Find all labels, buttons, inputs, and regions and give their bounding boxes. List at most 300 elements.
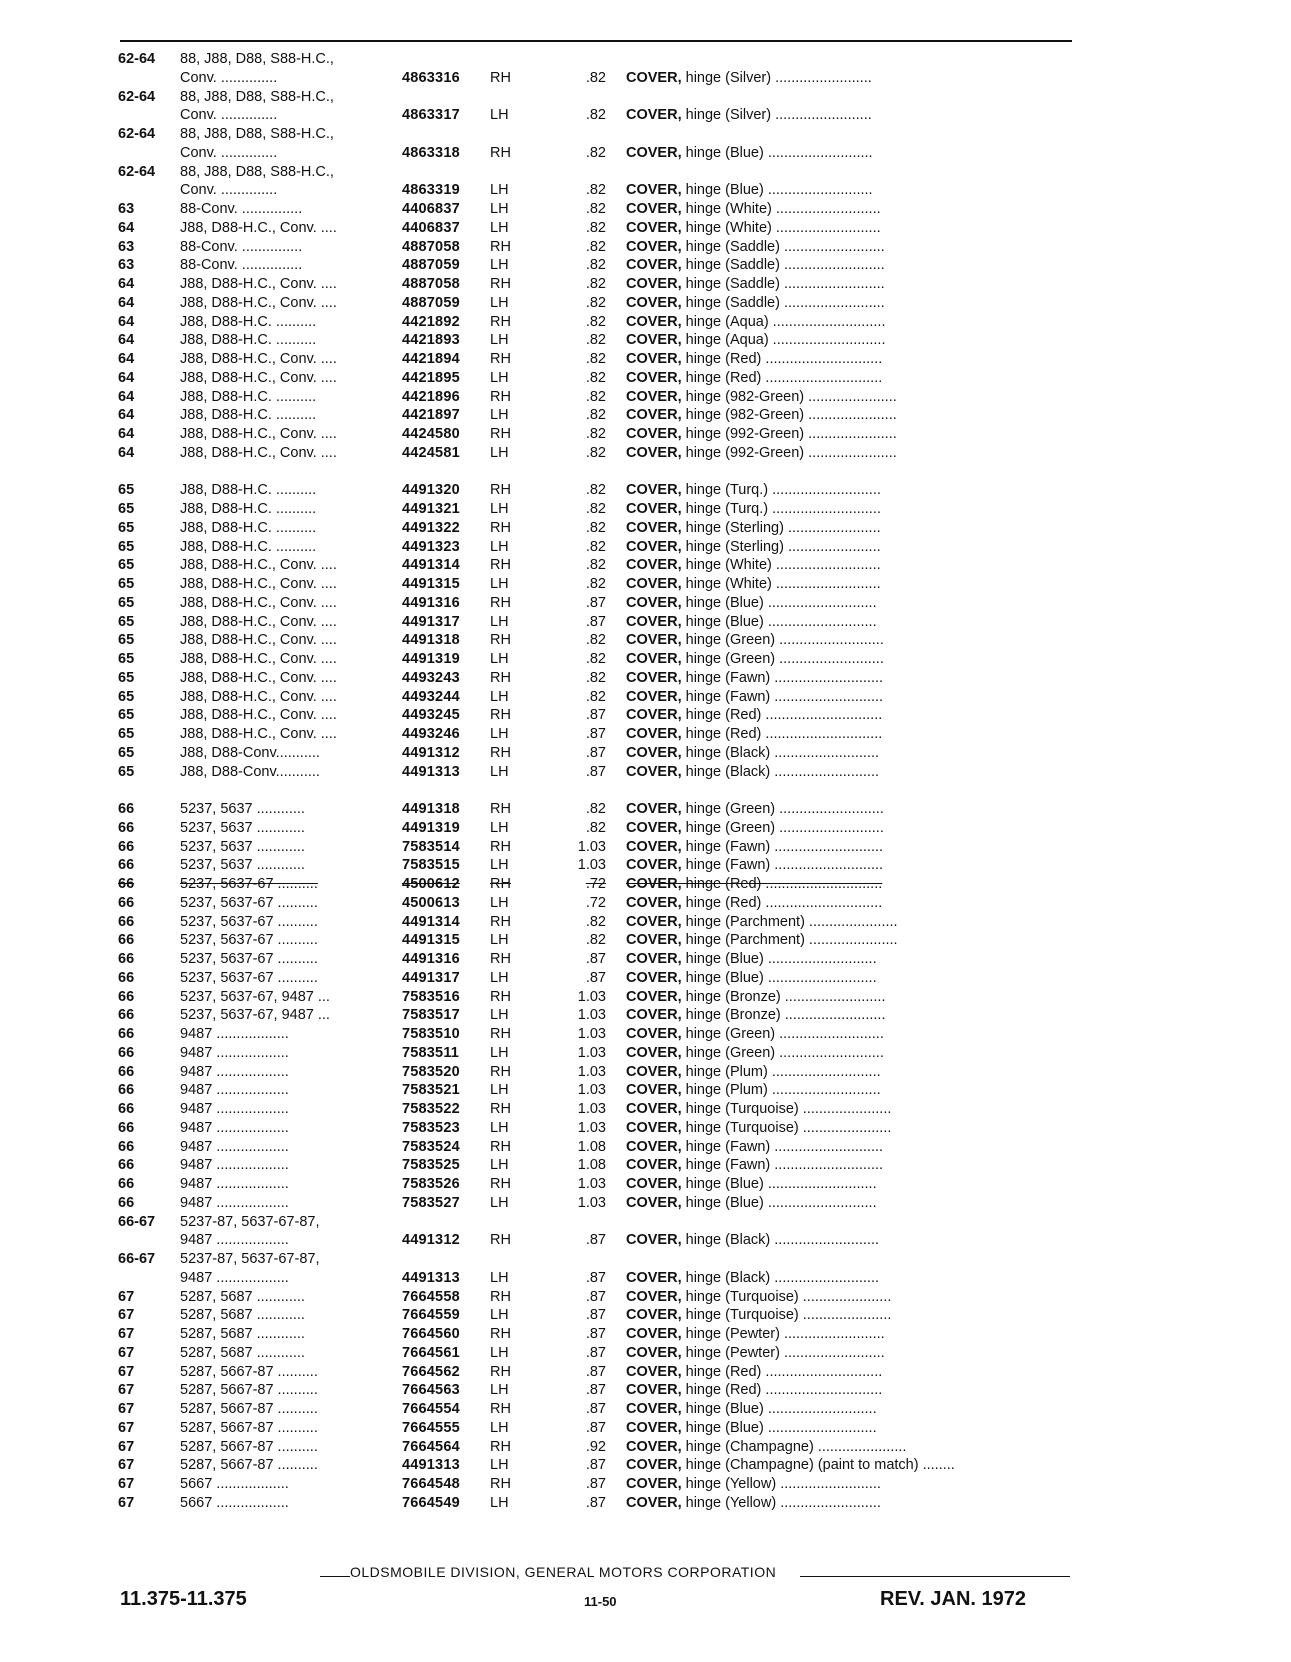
year-cell: 66 [118, 1063, 135, 1080]
model-cell: Conv. .............. [180, 182, 278, 199]
gap-cell [606, 1475, 626, 1494]
item-description: hinge (Red) ............................. [685, 726, 883, 742]
side-cell: LH [490, 1457, 509, 1474]
year-cell: 64 [118, 219, 135, 236]
description-cell [626, 106, 1076, 125]
year-cell: 64 [118, 369, 135, 386]
item-name: COVER, [626, 1176, 682, 1192]
description-cell [626, 1344, 1076, 1363]
model-cell: J88, D88-H.C., Conv. .... [180, 613, 337, 630]
item-description: hinge (Parchment) ...................... [685, 932, 898, 949]
description-cell [626, 369, 1076, 388]
model-cell: 5287, 5687 ............ [180, 1326, 305, 1342]
year-cell: 64 [118, 444, 135, 461]
price-cell: .82 [585, 801, 606, 817]
table-row [118, 50, 1076, 69]
price-cell: 1.03 [577, 1194, 606, 1211]
description-cell [626, 613, 1076, 632]
side-cell [490, 163, 540, 182]
gap-cell [606, 1419, 626, 1438]
description-cell [626, 1363, 1076, 1382]
item-description: hinge (992-Green) ...................... [685, 426, 897, 442]
side-cell: RH [490, 482, 511, 499]
year-cell: 65 [118, 576, 135, 592]
price-cell [540, 125, 606, 144]
part-number-cell: 7583522 [402, 1101, 460, 1117]
side-cell: RH [490, 388, 511, 405]
side-cell: LH [490, 1419, 509, 1436]
side-cell: LH [490, 407, 509, 424]
side-cell: RH [490, 632, 511, 649]
model-cell: 5287, 5687 ............ [180, 1344, 305, 1361]
item-name: COVER, [626, 1344, 682, 1361]
price-cell: 1.03 [577, 1119, 606, 1136]
part-number-cell: 4421896 [402, 388, 460, 405]
side-cell [490, 125, 540, 144]
gap-cell [606, 1044, 626, 1063]
item-name: COVER, [626, 1307, 682, 1324]
year-cell: 66 [118, 969, 135, 986]
item-name: COVER, [626, 388, 682, 405]
description-cell [626, 969, 1076, 988]
year-cell: 65 [118, 744, 135, 761]
model-cell: J88, D88-H.C. .......... [180, 407, 317, 424]
side-cell: RH [490, 238, 511, 255]
item-name: COVER, [626, 1157, 682, 1174]
price-cell: .72 [585, 876, 606, 892]
item-name: COVER, [626, 69, 682, 86]
part-number-cell: 4500612 [402, 876, 460, 892]
part-number-cell: 4863319 [402, 182, 460, 199]
price-cell: 1.03 [577, 857, 606, 874]
model-cell: 9487 .................. [180, 1082, 289, 1099]
item-description: hinge (Green) .......................... [685, 1044, 884, 1061]
item-description: hinge (982-Green) ...................... [685, 388, 897, 405]
item-name: COVER, [626, 576, 682, 592]
year-cell: 62-64 [118, 163, 156, 180]
item-name: COVER, [626, 1419, 682, 1436]
part-number-cell: 4863318 [402, 144, 460, 161]
price-cell: .87 [585, 1344, 606, 1361]
gap-cell [606, 425, 626, 444]
side-cell: LH [490, 1194, 509, 1211]
description-cell [626, 950, 1076, 969]
table-row [118, 1231, 1076, 1250]
year-cell: 65 [118, 538, 135, 555]
part-number-cell: 4421892 [402, 313, 460, 330]
model-cell: 5237, 5637-67 .......... [180, 951, 318, 967]
year-cell: 67 [118, 1382, 135, 1399]
item-description: hinge (Saddle) ......................... [685, 238, 885, 255]
part-number-cell: 4491314 [402, 557, 460, 574]
item-name: COVER, [626, 1382, 682, 1399]
side-cell: RH [490, 1288, 511, 1305]
year-cell: 63 [118, 257, 135, 274]
table-row [118, 538, 1076, 557]
price-cell: .87 [585, 1457, 606, 1474]
table-row [118, 500, 1076, 519]
part-number-cell: 4491319 [402, 819, 460, 836]
item-description: hinge (Saddle) ......................... [685, 276, 885, 292]
part-number-cell: 4491320 [402, 482, 460, 499]
table-row [118, 688, 1076, 707]
table-row [118, 1156, 1076, 1175]
gap-cell [606, 1381, 626, 1400]
model-cell: 9487 .................. [180, 1026, 289, 1042]
side-cell: LH [490, 819, 509, 836]
side-cell [490, 50, 540, 69]
item-description: hinge (Aqua) ............................ [685, 313, 886, 330]
year-cell: 66 [118, 1044, 135, 1061]
side-cell: LH [490, 1007, 509, 1024]
gap-cell [606, 1363, 626, 1382]
gap-cell [606, 388, 626, 407]
model-cell: 88-Conv. ............... [180, 238, 303, 255]
model-cell: 5287, 5667-87 .......... [180, 1438, 318, 1455]
part-number-cell: 7664561 [402, 1344, 460, 1361]
item-name: COVER, [626, 688, 682, 705]
table-row [118, 1044, 1076, 1063]
table-row [118, 650, 1076, 669]
part-number-cell [402, 88, 490, 107]
year-cell: 66 [118, 951, 135, 967]
description-cell [626, 1156, 1076, 1175]
item-name: COVER, [626, 1026, 682, 1042]
item-name: COVER, [626, 669, 682, 686]
gap-cell [606, 1269, 626, 1288]
price-cell: .87 [585, 1476, 606, 1492]
item-description: hinge (Saddle) ......................... [685, 257, 885, 274]
spacer-cell [118, 781, 1076, 800]
year-cell: 65 [118, 763, 135, 780]
item-name: COVER, [626, 651, 682, 667]
table-row [118, 88, 1076, 107]
description-cell [626, 125, 1076, 144]
price-cell: .87 [585, 1232, 606, 1249]
price-cell: .87 [585, 1382, 606, 1399]
side-cell: RH [490, 1101, 511, 1117]
gap-cell [606, 1081, 626, 1100]
year-cell: 65 [118, 501, 135, 517]
year-cell: 66-67 [118, 1251, 156, 1267]
footer-rule-right [800, 1576, 1070, 1577]
item-description: hinge (Green) .......................... [685, 819, 884, 836]
item-description: hinge (Green) .......................... [685, 651, 884, 667]
description-cell [626, 688, 1076, 707]
part-number-cell: 4491312 [402, 744, 460, 761]
gap-cell [606, 1400, 626, 1419]
item-name: COVER, [626, 1063, 682, 1080]
item-description: hinge (Red) ............................. [685, 369, 883, 386]
year-cell: 64 [118, 294, 135, 311]
part-number-cell: 7583524 [402, 1138, 460, 1155]
price-cell: .82 [585, 313, 606, 330]
model-cell: Conv. .............. [180, 69, 278, 86]
model-cell: 5287, 5687 ............ [180, 1288, 305, 1305]
part-number-cell: 7583527 [402, 1194, 460, 1211]
part-number-cell: 7583520 [402, 1063, 460, 1080]
price-cell: .82 [585, 144, 606, 161]
gap-cell [606, 238, 626, 257]
year-cell [118, 1269, 180, 1288]
model-cell: J88, D88-H.C., Conv. .... [180, 594, 337, 611]
table-row [118, 275, 1076, 294]
item-description: hinge (Sterling) ....................... [685, 519, 881, 536]
model-cell: J88, D88-H.C., Conv. .... [180, 651, 337, 667]
table-row [118, 256, 1076, 275]
gap-cell [606, 1456, 626, 1475]
item-description: hinge (Red) ............................. [685, 876, 883, 892]
description-cell [626, 406, 1076, 425]
description-cell [626, 69, 1076, 88]
item-description: hinge (Fawn) ........................... [685, 1157, 884, 1174]
side-cell: RH [490, 351, 511, 367]
description-cell [626, 294, 1076, 313]
model-cell: 9487 .................. [180, 1269, 289, 1286]
gap-cell [606, 613, 626, 632]
item-description: hinge (Silver) ........................ [685, 107, 872, 124]
table-row [118, 238, 1076, 257]
part-number-cell: 4491314 [402, 913, 460, 930]
price-cell: .87 [585, 1307, 606, 1324]
model-cell: 5237, 5637-67 .......... [180, 932, 318, 949]
year-cell: 67 [118, 1476, 135, 1492]
description-cell [626, 425, 1076, 444]
description-cell [626, 894, 1076, 913]
gap-cell [606, 1175, 626, 1194]
item-description: hinge (White) .......................... [685, 201, 881, 217]
description-cell [626, 481, 1076, 500]
part-number-cell: 7583517 [402, 1007, 460, 1024]
gap-cell [606, 1138, 626, 1157]
description-cell [626, 556, 1076, 575]
gap-cell [606, 988, 626, 1007]
description-cell [626, 913, 1076, 932]
price-cell: .82 [585, 576, 606, 592]
year-cell: 66 [118, 1026, 135, 1042]
price-cell: 1.03 [577, 1007, 606, 1024]
model-cell: 9487 .................. [180, 1176, 289, 1192]
year-cell: 66 [118, 932, 135, 949]
item-name: COVER, [626, 969, 682, 986]
side-cell: LH [490, 894, 509, 911]
model-cell: J88, D88-Conv........... [180, 744, 320, 761]
part-number-cell: 7583516 [402, 988, 460, 1005]
description-cell [626, 763, 1076, 782]
model-cell: 88-Conv. ............... [180, 201, 303, 217]
table-row [118, 556, 1076, 575]
item-name: COVER, [626, 988, 682, 1005]
model-cell: J88, D88-H.C., Conv. .... [180, 669, 337, 686]
part-number-cell: 7664548 [402, 1476, 460, 1492]
description-cell [626, 313, 1076, 332]
model-cell: 5287, 5667-87 .......... [180, 1457, 318, 1474]
item-description: hinge (Silver) ........................ [685, 69, 872, 86]
item-name: COVER, [626, 1457, 682, 1474]
side-cell: RH [490, 1363, 511, 1380]
model-cell: Conv. .............. [180, 144, 278, 161]
description-cell [626, 1100, 1076, 1119]
gap-cell [606, 650, 626, 669]
table-row [118, 1119, 1076, 1138]
year-cell: 63 [118, 238, 135, 255]
item-name: COVER, [626, 1476, 682, 1492]
side-cell: LH [490, 538, 509, 555]
gap-cell [606, 875, 626, 894]
side-cell: LH [490, 651, 509, 667]
item-description: hinge (Turq.) ........................... [685, 501, 881, 517]
part-number-cell: 4887059 [402, 294, 460, 311]
gap-cell [606, 1063, 626, 1082]
price-cell: .82 [585, 201, 606, 217]
gap-cell [606, 313, 626, 332]
side-cell: LH [490, 1082, 509, 1099]
gap-cell [606, 688, 626, 707]
part-number-cell: 4421893 [402, 332, 460, 349]
side-cell: LH [490, 257, 509, 274]
gap-cell [606, 256, 626, 275]
table-row [118, 1438, 1076, 1457]
model-cell: J88, D88-H.C. .......... [180, 482, 317, 499]
price-cell: .87 [585, 1401, 606, 1417]
table-row [118, 1250, 1076, 1269]
part-number-cell: 4406837 [402, 219, 460, 236]
model-cell: J88, D88-H.C., Conv. .... [180, 369, 337, 386]
description-cell [626, 1456, 1076, 1475]
price-cell: .82 [585, 913, 606, 930]
price-cell: 1.03 [577, 1063, 606, 1080]
gap-cell [606, 88, 626, 107]
part-number-cell: 7583521 [402, 1082, 460, 1099]
year-cell: 65 [118, 632, 135, 649]
item-name: COVER, [626, 838, 682, 855]
side-cell: LH [490, 369, 509, 386]
item-description: hinge (992-Green) ...................... [685, 444, 897, 461]
price-cell: .82 [585, 294, 606, 311]
part-number-cell: 7664562 [402, 1363, 460, 1380]
table-row [118, 1288, 1076, 1307]
item-description: hinge (Red) ............................. [685, 707, 883, 724]
description-cell [626, 1269, 1076, 1288]
description-cell [626, 725, 1076, 744]
item-description: hinge (White) .......................... [685, 576, 881, 592]
year-cell: 66 [118, 1082, 135, 1099]
gap-cell [606, 163, 626, 182]
item-description: hinge (Black) .......................... [685, 763, 880, 780]
price-cell: .87 [585, 1494, 606, 1511]
item-description: hinge (Fawn) ........................... [685, 688, 884, 705]
group-number: 11.375-11.375 [120, 1588, 247, 1610]
year-cell: 65 [118, 594, 135, 611]
table-row [118, 163, 1076, 182]
side-cell: LH [490, 932, 509, 949]
table-row [118, 1006, 1076, 1025]
part-number-cell [402, 125, 490, 144]
part-number-cell: 4491318 [402, 632, 460, 649]
model-cell: 5287, 5667-87 .......... [180, 1401, 318, 1417]
side-cell: RH [490, 876, 511, 892]
side-cell: LH [490, 613, 509, 630]
gap-cell [606, 819, 626, 838]
gap-cell [606, 1231, 626, 1250]
price-cell: .87 [585, 707, 606, 724]
model-cell: J88, D88-H.C., Conv. .... [180, 726, 337, 742]
parts-table-body [118, 50, 1076, 1513]
side-cell: LH [490, 688, 509, 705]
table-row [118, 369, 1076, 388]
item-description: hinge (Blue) .......................... [685, 182, 873, 199]
side-cell: LH [490, 1157, 509, 1174]
price-cell: .82 [585, 219, 606, 236]
side-cell: LH [490, 576, 509, 592]
item-name: COVER, [626, 238, 682, 255]
description-cell [626, 594, 1076, 613]
part-number-cell: 4421894 [402, 351, 460, 367]
side-cell: LH [490, 294, 509, 311]
model-cell: Conv. .............. [180, 107, 278, 124]
gap-cell [606, 181, 626, 200]
item-name: COVER, [626, 876, 682, 892]
gap-cell [606, 481, 626, 500]
price-cell: .72 [585, 894, 606, 911]
gap-cell [606, 1119, 626, 1138]
gap-cell [606, 556, 626, 575]
side-cell: RH [490, 519, 511, 536]
gap-cell [606, 1344, 626, 1363]
part-number-cell: 4491312 [402, 1232, 460, 1249]
side-cell: RH [490, 426, 511, 442]
side-cell: RH [490, 1176, 511, 1192]
year-cell: 66 [118, 857, 135, 874]
item-description: hinge (Turquoise) ...................... [685, 1119, 892, 1136]
gap-cell [606, 275, 626, 294]
year-cell [118, 1231, 180, 1250]
description-cell [626, 706, 1076, 725]
side-cell: LH [490, 726, 509, 742]
gap-cell [606, 800, 626, 819]
table-row [118, 1363, 1076, 1382]
gap-cell [606, 838, 626, 857]
price-cell: .87 [585, 763, 606, 780]
side-cell: RH [490, 801, 511, 817]
item-name: COVER, [626, 144, 682, 161]
description-cell [626, 500, 1076, 519]
description-cell [626, 931, 1076, 950]
item-name: COVER, [626, 519, 682, 536]
year-cell: 66 [118, 1176, 135, 1192]
year-cell: 65 [118, 688, 135, 705]
model-cell: 5237, 5637 ............ [180, 857, 305, 874]
model-cell: 88, J88, D88, S88-H.C., [180, 163, 334, 180]
gap-cell [606, 125, 626, 144]
year-cell: 66 [118, 1194, 135, 1211]
table-row [118, 294, 1076, 313]
part-number-cell: 7664549 [402, 1494, 460, 1511]
item-description: hinge (Turq.) ........................... [685, 482, 881, 499]
gap-cell [606, 631, 626, 650]
part-number-cell: 4887058 [402, 276, 460, 292]
model-cell: 5667 .................. [180, 1494, 289, 1511]
table-row [118, 1325, 1076, 1344]
gap-cell [606, 1250, 626, 1269]
description-cell [626, 200, 1076, 219]
side-cell: LH [490, 1044, 509, 1061]
table-row [118, 594, 1076, 613]
gap-cell [606, 69, 626, 88]
table-row [118, 725, 1076, 744]
table-row [118, 144, 1076, 163]
year-cell [118, 106, 180, 125]
